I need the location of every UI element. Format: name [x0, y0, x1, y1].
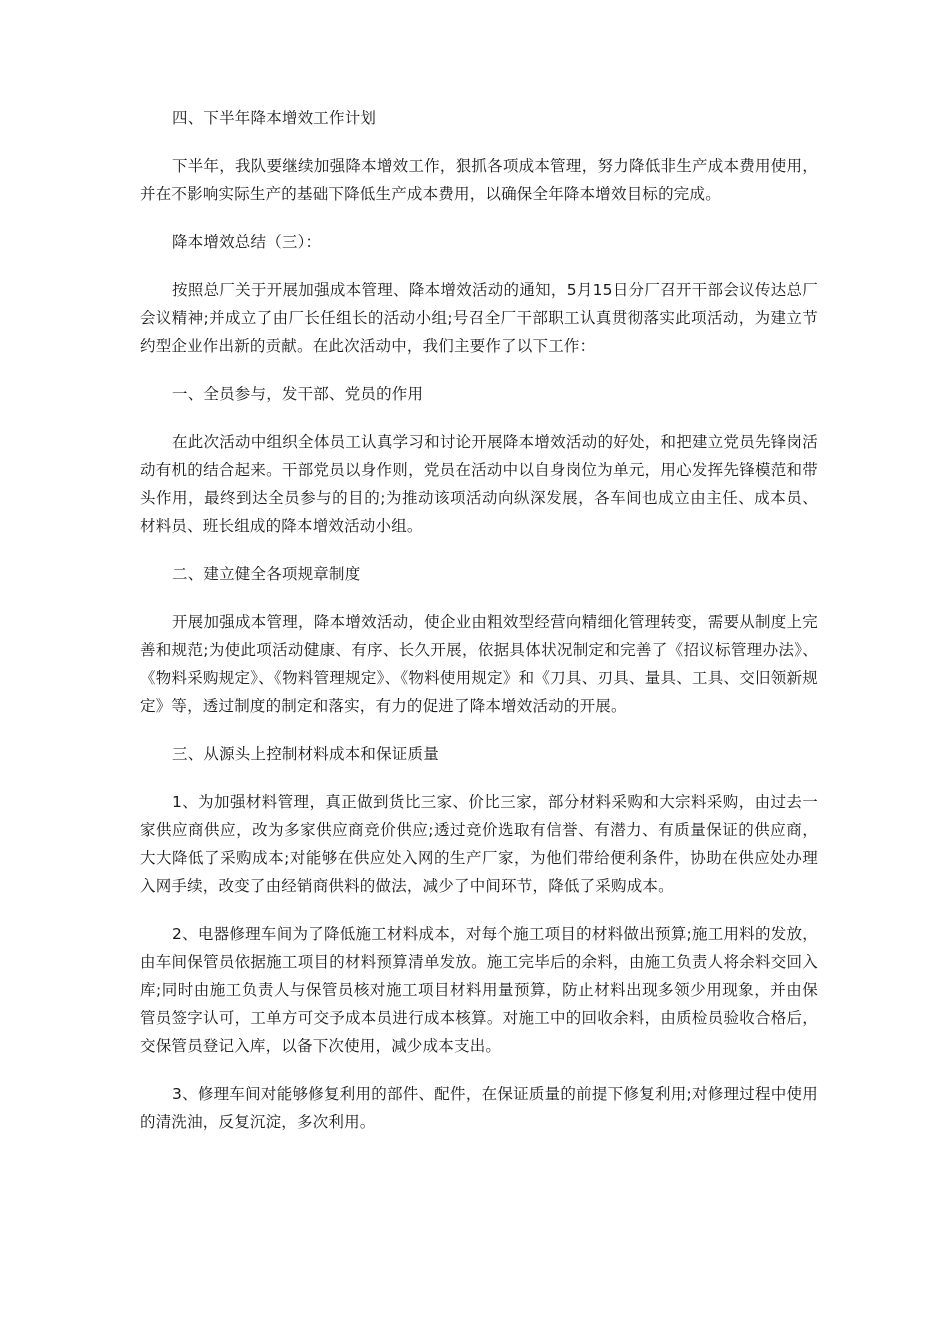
- intro-paragraph: 按照总厂关于开展加强成本管理、降本增效活动的通知，5月15日分厂召开干部会议传达总厂会议精神;并成立了由厂长任组长的活动小组;号召全厂干部职工认真贯彻落实此项活动，为建立节约型企业作出新的贡献。在此次活动中，我们主要作了以下工作：: [140, 281, 818, 355]
- section4-heading: 四、下半年降本增效工作计划: [172, 109, 377, 127]
- part1-paragraph: 在此次活动中组织全体员工认真学习和讨论开展降本增效活动的好处，和把建立党员先锋岗活动有机的结合起来。干部党员以身作则，党员在活动中以自身岗位为单元，用心发挥先锋模范和带头作用，最终到达全员参与的目的;为推动该项活动向纵深发展，各车间也成立由主任、成本员、材料员、班长组成的降本增效活动小组。: [140, 433, 818, 535]
- summary-title: 降本增效总结（三）：: [172, 233, 322, 251]
- part3-heading: 三、从源头上控制材料成本和保证质量: [172, 745, 439, 763]
- section4-body: 下半年，我队要继续加强降本增效工作，狠抓各项成本管理，努力降低非生产成本费用使用，并在不影响实际生产的基础下降低生产成本费用，以确保全年降本增效目标的完成。: [140, 157, 818, 203]
- part1-heading: 一、全员参与，发干部、党员的作用: [172, 385, 424, 403]
- list-item-2: 2、电器修理车间为了降低施工材料成本，对每个施工项目的材料做出预算;施工用料的发放，由车间保管员依据施工项目的材料预算清单发放。施工完毕后的余料，由施工负责人将余料交回入库;同时由施工负责人与保管员核对施工项目材料用量预算，防止材料出现多领少用现象，并由保管员签字认可，工单方可交予成本员进行成本核算。对施工中的回收余料，由质检员验收合格后，交保管员登记入库，以备下次使用，减少成本支出。: [140, 925, 818, 1055]
- list-item-1: 1、为加强材料管理，真正做到货比三家、价比三家，部分材料采购和大宗料采购，由过去一家供应商供应，改为多家供应商竞价供应;透过竞价选取有信誉、有潜力、有质量保证的供应商，大大降低了采购成本;对能够在供应处入网的生产厂家，为他们带给便利条件，协助在供应处办理入网手续，改变了由经销商供料的做法，减少了中间环节，降低了采购成本。: [140, 793, 818, 895]
- part2-paragraph: 开展加强成本管理，降本增效活动，使企业由粗效型经营向精细化管理转变，需要从制度上完善和规范;为使此项活动健康、有序、长久开展，依据具体状况制定和完善了《招议标管理办法》、《物料采购规定》、《物料管理规定》、《物料使用规定》和《刀具、刃具、量具、工具、交旧领新规定》等，透过制度的制定和落实，有力的促进了降本增效活动的开展。: [140, 613, 818, 715]
- part2-heading: 二、建立健全各项规章制度: [172, 565, 361, 583]
- list-item-3: 3、修理车间对能够修复利用的部件、配件，在保证质量的前提下修复利用;对修理过程中使用的清洗油，反复沉淀，多次利用。: [140, 1085, 818, 1131]
- document-page: [140, 104, 818, 1136]
